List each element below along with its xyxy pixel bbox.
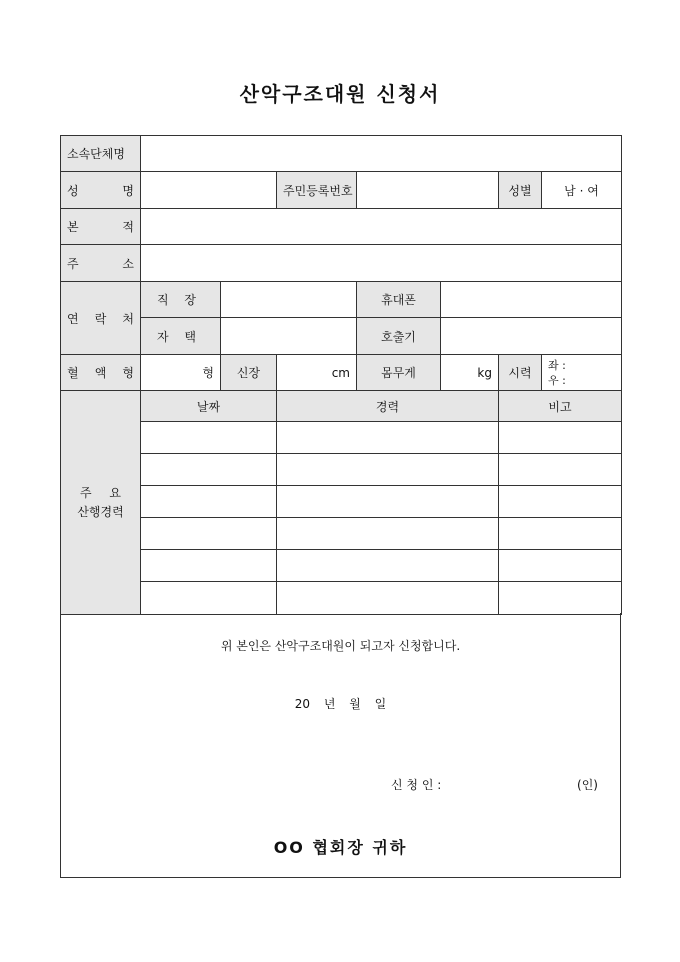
history-header-career: 경력 bbox=[277, 391, 499, 422]
history-date-cell[interactable] bbox=[141, 582, 277, 615]
table-row bbox=[61, 454, 622, 486]
history-note-cell[interactable] bbox=[499, 518, 622, 550]
home-phone-field[interactable] bbox=[221, 318, 357, 355]
closing-section bbox=[60, 613, 621, 878]
application-form-table bbox=[60, 135, 622, 615]
history-career-cell[interactable] bbox=[277, 518, 499, 550]
eyesight-field[interactable] bbox=[542, 355, 622, 391]
contact-label: 연 락 처 bbox=[61, 282, 141, 355]
applicant-label: 신 청 인 : bbox=[391, 778, 442, 792]
table-row bbox=[61, 486, 622, 518]
mobile-field[interactable] bbox=[441, 282, 622, 318]
weight-label: 몸무게 bbox=[357, 355, 441, 391]
home-phone-label: 자 택 bbox=[141, 318, 221, 355]
pager-field[interactable] bbox=[441, 318, 622, 355]
blood-type-label: 혈 액 형 bbox=[61, 355, 141, 391]
date-line[interactable]: 20 년 월 일 bbox=[294, 697, 387, 711]
blood-type-field[interactable]: 형 bbox=[141, 355, 221, 391]
work-phone-field[interactable] bbox=[221, 282, 357, 318]
hometown-label: 본 적 bbox=[61, 209, 141, 245]
addressee: OO 협회장 귀하 bbox=[273, 838, 408, 857]
mobile-label: 휴대폰 bbox=[357, 282, 441, 318]
table-row bbox=[61, 550, 622, 582]
history-career-cell[interactable] bbox=[277, 422, 499, 454]
history-date-cell[interactable] bbox=[141, 486, 277, 518]
table-row bbox=[61, 422, 622, 454]
resident-no-field[interactable] bbox=[357, 172, 499, 209]
gender-value[interactable]: 남 · 여 bbox=[542, 172, 622, 209]
work-phone-label: 직 장 bbox=[141, 282, 221, 318]
weight-field[interactable]: kg bbox=[441, 355, 499, 391]
height-field[interactable]: cm bbox=[277, 355, 357, 391]
address-label: 주 소 bbox=[61, 245, 141, 282]
name-field[interactable] bbox=[141, 172, 277, 209]
history-date-cell[interactable] bbox=[141, 422, 277, 454]
gender-label: 성별 bbox=[499, 172, 542, 209]
history-note-cell[interactable] bbox=[499, 422, 622, 454]
name-label: 성 명 bbox=[61, 172, 141, 209]
eyesight-left: 좌 : bbox=[548, 358, 566, 372]
pager-label: 호출기 bbox=[357, 318, 441, 355]
history-header-date: 날짜 bbox=[141, 391, 277, 422]
history-note-cell[interactable] bbox=[499, 550, 622, 582]
height-label: 신장 bbox=[221, 355, 277, 391]
hometown-field[interactable] bbox=[141, 209, 622, 245]
history-note-cell[interactable] bbox=[499, 582, 622, 615]
table-row bbox=[61, 582, 622, 615]
history-date-cell[interactable] bbox=[141, 454, 277, 486]
history-career-cell[interactable] bbox=[277, 582, 499, 615]
org-name-label: 소속단체명 bbox=[61, 136, 141, 172]
table-row bbox=[61, 518, 622, 550]
org-name-field[interactable] bbox=[141, 136, 622, 172]
resident-no-label: 주민등록번호 bbox=[277, 172, 357, 209]
history-note-cell[interactable] bbox=[499, 486, 622, 518]
page-title: 산악구조대원 신청서 bbox=[239, 82, 441, 106]
eyesight-label: 시력 bbox=[499, 355, 542, 391]
history-date-cell[interactable] bbox=[141, 550, 277, 582]
seal-mark: (인) bbox=[577, 778, 598, 792]
history-note-cell[interactable] bbox=[499, 454, 622, 486]
mountain-history-label: 주 요 산행경력 bbox=[61, 391, 141, 615]
history-header-note: 비고 bbox=[499, 391, 622, 422]
history-career-cell[interactable] bbox=[277, 550, 499, 582]
history-date-cell[interactable] bbox=[141, 518, 277, 550]
history-career-cell[interactable] bbox=[277, 486, 499, 518]
application-statement: 위 본인은 산악구조대원이 되고자 신청합니다. bbox=[220, 639, 461, 653]
address-field[interactable] bbox=[141, 245, 622, 282]
history-career-cell[interactable] bbox=[277, 454, 499, 486]
eyesight-right: 우 : bbox=[548, 373, 566, 387]
